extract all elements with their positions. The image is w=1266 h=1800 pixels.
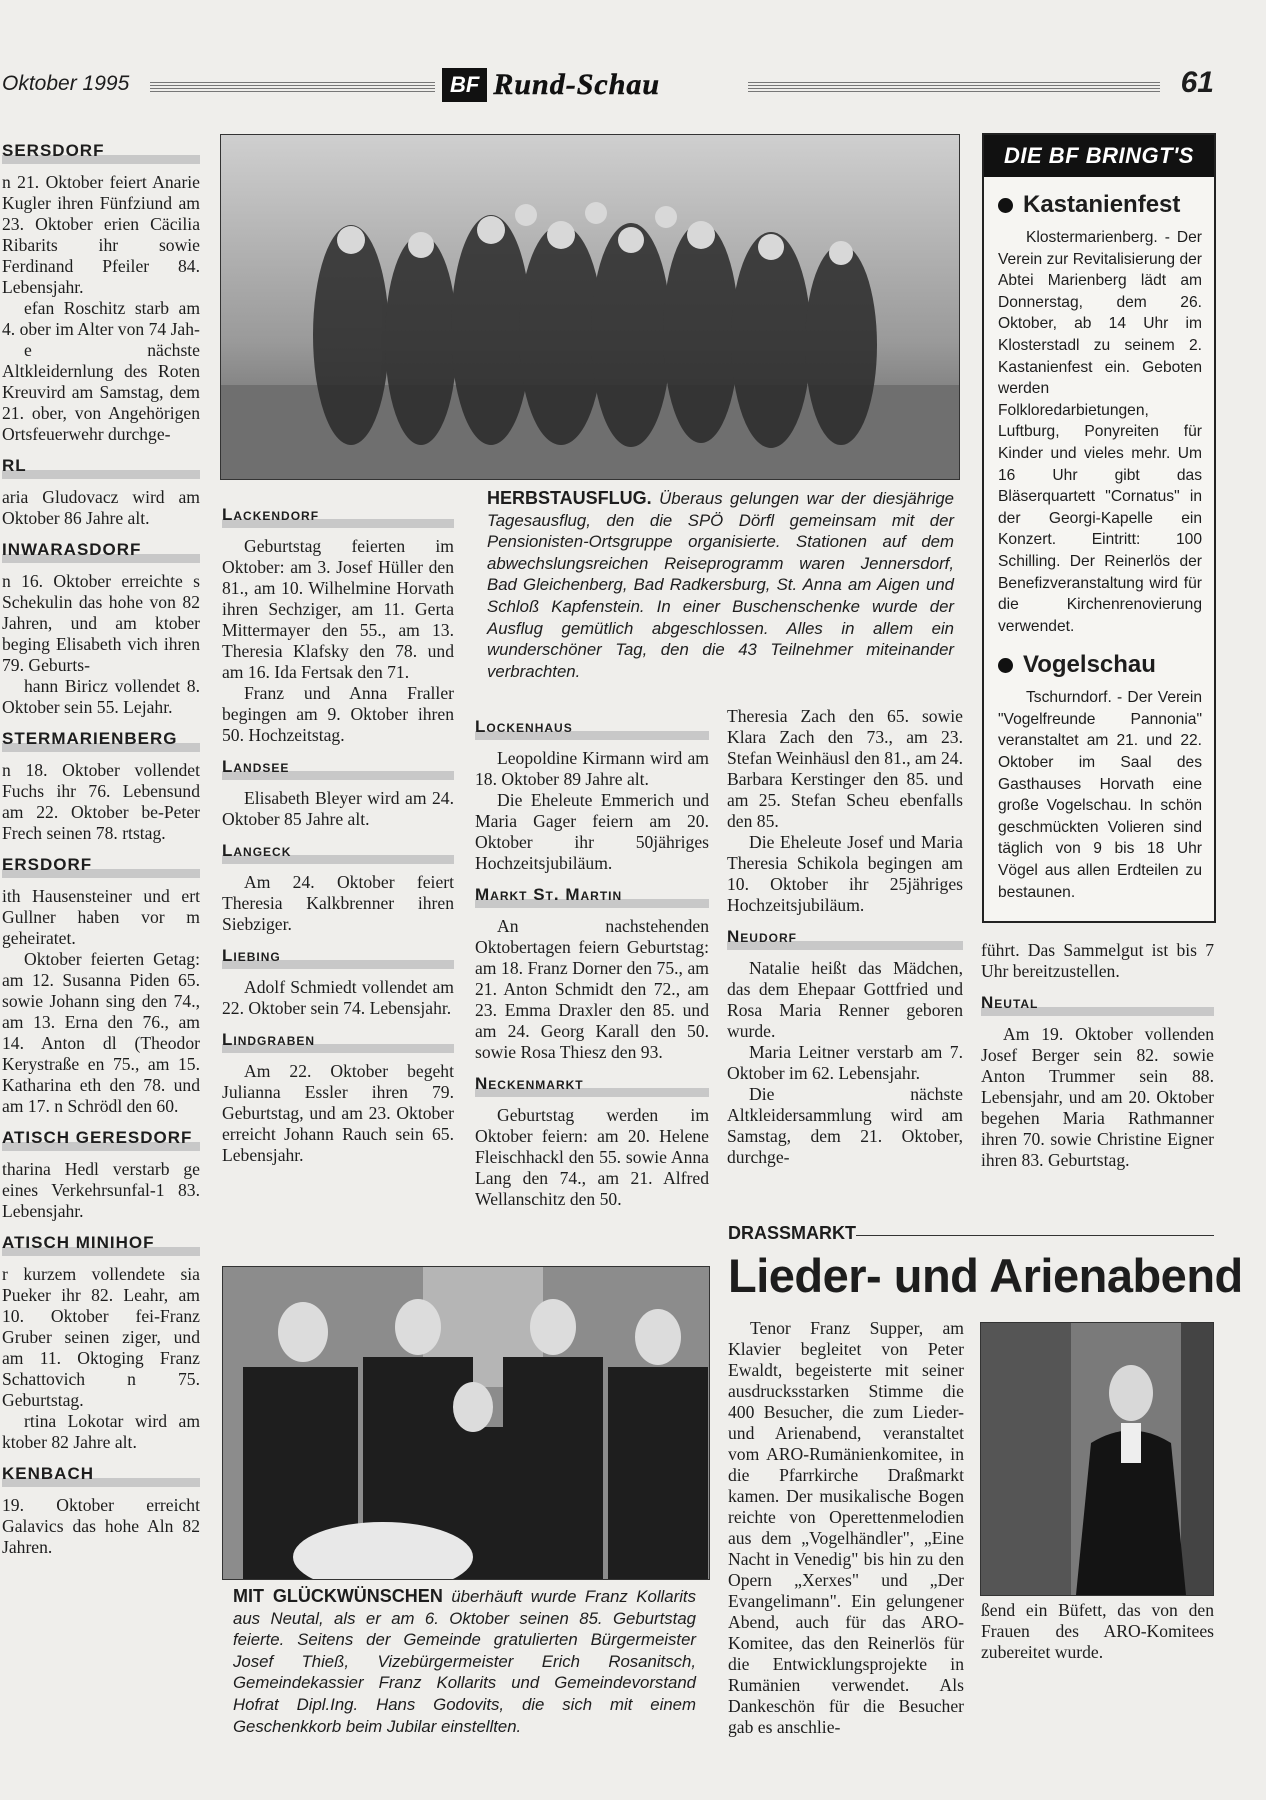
section-heading: Neudorf [727, 926, 963, 950]
header-rule-left [150, 80, 435, 92]
photo-group-excursion-image [221, 135, 959, 479]
section-paragraph: Am 19. Oktober vollenden Josef Berger sein 82. sowie Anton Trummer sein 88. Lebensjahr, und am 20. Oktober begehen Maria Rathmanner ihren 70. sowie Christine Eigner ihren 83. Geburtstag. [981, 1024, 1214, 1170]
caption-birthday [233, 1586, 696, 1737]
box-item-vogelschau [998, 651, 1214, 679]
section-heading: STERMARIENBERG [2, 728, 200, 752]
section-heading: Liebing [222, 945, 454, 969]
article-kicker: DRASSMARKT [728, 1223, 856, 1243]
bf-bringts-box [982, 133, 1216, 923]
section-paragraph: Geburtstag feierten im Oktober: am 3. Josef Hüller den 81., am 10. Wilhelmine Horvath ihren Sechziger, am 11. Gerta Mittermayer den 55., am 13. Theresia Klafsky den 78. und am 16. Ida Fertsak den 71. [222, 536, 454, 682]
section-paragraph: r kurzem vollendete sia Pueker ihr 82. Leahr, am 10. Oktober fei-Franz Gruber seinen ziger, und am 11. Oktoging Franz Schattovich n 75. Geburtstag. [2, 1264, 200, 1410]
section-paragraph: Franz und Anna Fraller begingen am 9. Oktober ihren 50. Hochzeitstag. [222, 683, 454, 745]
box-item-heading: Vogelschau [1023, 651, 1156, 679]
issue-date: Oktober 1995 [2, 72, 130, 95]
column-2 [222, 494, 454, 1166]
header-rule-right [748, 80, 1160, 92]
section-paragraph: e nächste Altkleidernlung des Roten Kreuvird am Samstag, dem 21. ober, von Angehörigen Ortsfeuerwehr durchge- [2, 340, 200, 444]
box-item-text: Klostermarienberg. - Der Verein zur Revitalisierung der Abtei Marienberg lädt am Donnerstag, dem 26. Oktober, ab 14 Uhr im Klosterstadl zu seinem 2. Kastanienfest ein. Geboten werden Folkloredarbietungen, Luftburg, Ponyreiten für Kinder und vieles mehr. Um 16 Uhr gibt das Bläserquartett "Cornatus" in der Georgi-Kapelle ein Konzert. Eintritt: 100 Schilling. Der Reinerlös der Benefizveranstaltung wird für die Kirchenrenovierung verwendet. [998, 229, 1202, 635]
column-5 [981, 940, 1214, 1171]
column-3 [475, 706, 709, 1210]
photo-birthday-jubilar [222, 1266, 710, 1580]
section-heading: ATISCH MINIHOF [2, 1232, 200, 1256]
article-text: Tenor Franz Supper, am Klavier begleitet von Peter Ewaldt, begeisterte mit seiner ausdrucksstarken Stimme die 400 Besucher, die zum Lieder- und Arienabend, veranstaltet vom ARO-Rumänienkomitee, in die Pfarrkirche Draßmarkt kamen. Der musikalische Bogen reichte von Operettenmelodien aus dem „Vogelhändler", „Eine Nacht in Venedig" bis hin zu den Opern „Xerxes" und „Der Evangelimann". Ein gelungener Abend, auch für das ARO-Komitee, das den Reinerlös für die Entwicklungsprojekte in Rumänien verwendet. Als Dankeschön für die Besucher gab es anschlie- [728, 1318, 964, 1737]
section-paragraph: Die nächste Altkleidersammlung wird am Samstag, dem 21. Oktober, durchge- [727, 1084, 963, 1167]
section-heading: ERSDORF [2, 854, 200, 878]
section-paragraph: Adolf Schmiedt vollendet am 22. Oktober sein 74. Lebensjahr. [222, 977, 454, 1018]
section-paragraph: efan Roschitz starb am 4. ober im Alter von 74 Jah- [2, 298, 200, 339]
article-continuation [981, 1600, 1214, 1663]
section-paragraph: ith Hausensteiner und ert Gullner haben vor m geheiratet. [2, 886, 200, 948]
page-number: 61 [1180, 66, 1214, 99]
section-paragraph: n 21. Oktober feiert Anarie Kugler ihren Fünfziund am 23. Oktober erien Cäcilia Ribarits ihr sowie Ferdinand Pfeiler 84. Lebensjahr. [2, 172, 200, 297]
section-heading: INWARASDORF [2, 539, 200, 563]
caption-excursion [487, 488, 954, 682]
article-text-2: ßend ein Büfett, das von den Frauen des ARO-Komitees zubereitet wurde. [981, 1600, 1214, 1662]
box-item-kastanienfest [998, 191, 1214, 219]
photo-tenor-image [981, 1323, 1213, 1595]
column-intro: Theresia Zach den 65. sowie Klara Zach den 73., am 23. Stefan Weinhäusl den 81., am 24. Barbara Kerstinger den 85. und am 25. Stefan Scheu ebenfalls den 85. [727, 706, 963, 831]
section-heading: Lindgraben [222, 1029, 454, 1053]
section-paragraph: n 18. Oktober vollendet Fuchs ihr 76. Lebensund am 22. Oktober be-Peter Frech seinen 78. rtstag. [2, 760, 200, 843]
section-paragraph: 19. Oktober erreicht Galavics das hohe Aln 82 Jahren. [2, 1495, 200, 1557]
section-paragraph: Natalie heißt das Mädchen, das dem Ehepaar Gottfried und Rosa Maria Renner geboren wurde. [727, 958, 963, 1041]
photo-tenor [980, 1322, 1214, 1596]
section-paragraph: Leopoldine Kirmann wird am 18. Oktober 89 Jahre alt. [475, 748, 709, 789]
section-heading: KENBACH [2, 1463, 200, 1487]
section-paragraph: Am 22. Oktober begeht Julianna Essler ihren 79. Geburtstag, und am 23. Oktober erreicht Johann Rauch sein 65. Lebensjahr. [222, 1061, 454, 1165]
photo-group-excursion [220, 134, 960, 480]
section-heading: Lackendorf [222, 504, 454, 528]
logo-title: Rund-Schau [493, 68, 661, 101]
section-paragraph: Am 24. Oktober feiert Theresia Kalkbrenner ihren Siebziger. [222, 872, 454, 934]
logo-badge: BF [442, 68, 487, 102]
kicker-rule [856, 1235, 1214, 1236]
section-paragraph: Oktober feierten Getag: am 12. Susanna Piden 65. sowie Johann sing den 74., am 13. Erna den 76., am 14. Anton dl (Theodor Kerystraße en 75., am 15. Katharina eth den 78. und am 17. n Schrödl den 60. [2, 949, 200, 1116]
section-paragraph: Maria Leitner verstarb am 7. Oktober im 62. Lebensjahr. [727, 1042, 963, 1083]
column-left [2, 130, 200, 1558]
section-heading: RL [2, 455, 200, 479]
box-item-text: Tschurndorf. - Der Verein "Vogelfreunde Pannonia" veranstaltet am 21. und 22. Oktober im Saal des Gasthauses Horvath eine große Vogelschau. In schön geschmückten Volieren sind täglich von 9 bis 18 Uhr Vögel aus allen Erdteilen zu bestaunen. [998, 689, 1202, 901]
section-heading: Markt St. Martin [475, 884, 709, 908]
section-paragraph: An nachstehenden Oktobertagen feiern Geburtstag: am 18. Franz Dorner den 75., am 21. Anton Schmidt den 72., am 23. Emma Draxler den 85. und am 24. Georg Karall den 50. sowie Rosa Thiesz den 93. [475, 916, 709, 1062]
section-heading: Neckenmarkt [475, 1073, 709, 1097]
section-heading: Lockenhaus [475, 716, 709, 740]
section-paragraph: rtina Lokotar wird am ktober 82 Jahre alt. [2, 1411, 200, 1452]
article-headline: Lieder- und Arienabend [728, 1249, 1243, 1302]
column-intro-2: Die Eheleute Josef und Maria Theresia Schikola begingen am 10. Oktober ihr 25jähriges Hochzeitsjubiläum. [727, 832, 963, 915]
section-paragraph: Elisabeth Bleyer wird am 24. Oktober 85 Jahre alt. [222, 788, 454, 829]
box-item-heading: Kastanienfest [1023, 191, 1181, 218]
column-intro: führt. Das Sammelgut ist bis 7 Uhr bereitzustellen. [981, 940, 1214, 981]
caption-excursion-lead: HERBSTAUSFLUG. [487, 488, 652, 508]
section-heading: Langeck [222, 840, 454, 864]
section-paragraph: hann Biricz vollendet 8. Oktober sein 55. Lejahr. [2, 676, 200, 717]
section-heading: ATISCH GERESDORF [2, 1127, 200, 1151]
masthead-logo [442, 68, 660, 102]
caption-birthday-text: überhäuft wurde Franz Kollarits aus Neutal, als er am 6. Oktober seinen 85. Geburtstag feierte. Seitens der Gemeinde gratulierten Bürgermeister Josef Thieß, Vizebürgermeister Erich Rosanitsch, Gemeindekassier Franz Kollarits und Gemeindevorstand Hofrat Dipl.Ing. Hans Godovits, die sich mit einem Geschenkkorb beim Jubilar einstellten. [233, 1587, 696, 1736]
section-heading: SERSDORF [2, 140, 200, 164]
section-paragraph: tharina Hedl verstarb ge eines Verkehrsunfal-1 83. Lebensjahr. [2, 1159, 200, 1221]
section-paragraph: Die Eheleute Emmerich und Maria Gager feiern am 20. Oktober ihr 50jähriges Hochzeitsjubiläum. [475, 790, 709, 873]
box-title: DIE BF BRINGT'S [984, 135, 1214, 177]
photo-birthday-jubilar-image [223, 1267, 709, 1579]
section-paragraph: Geburtstag werden im Oktober feiern: am 20. Helene Fleischhackl den 55. sowie Anna Lang den 74., am 21. Alfred Wellanschitz den 50. [475, 1105, 709, 1209]
bullet-icon [998, 198, 1013, 213]
article-body [728, 1318, 964, 1738]
section-heading: Neutal [981, 992, 1214, 1016]
section-paragraph: aria Gludovacz wird am Oktober 86 Jahre alt. [2, 487, 200, 528]
caption-birthday-lead: MIT GLÜCKWÜNSCHEN [233, 1586, 443, 1606]
section-paragraph: n 16. Oktober erreichte s Schekulin das hohe von 82 Jahren, und am ktober beging Elisabeth vich ihren 79. Geburts- [2, 571, 200, 675]
section-heading: Landsee [222, 756, 454, 780]
bullet-icon [998, 658, 1013, 673]
caption-excursion-text: Überaus gelungen war der diesjährige Tagesausflug, den die SPÖ Dörfl gemeinsam mit der Pensionisten-Ortsgruppe organisierte. Stationen auf dem abwechslungsreichen Reiseprogramm waren Jennersdorf, Bad Gleichenberg, Bad Radkersburg, St. Anna am Aigen und Schloß Kapfenstein. In einer Buschenschenke wurde der Ausflug gemütlich abgeschlossen. Alles in allem ein wunderschöner Tag, den die 43 Teilnehmer miteinander verbrachten. [487, 489, 954, 681]
column-4 [727, 706, 963, 1168]
